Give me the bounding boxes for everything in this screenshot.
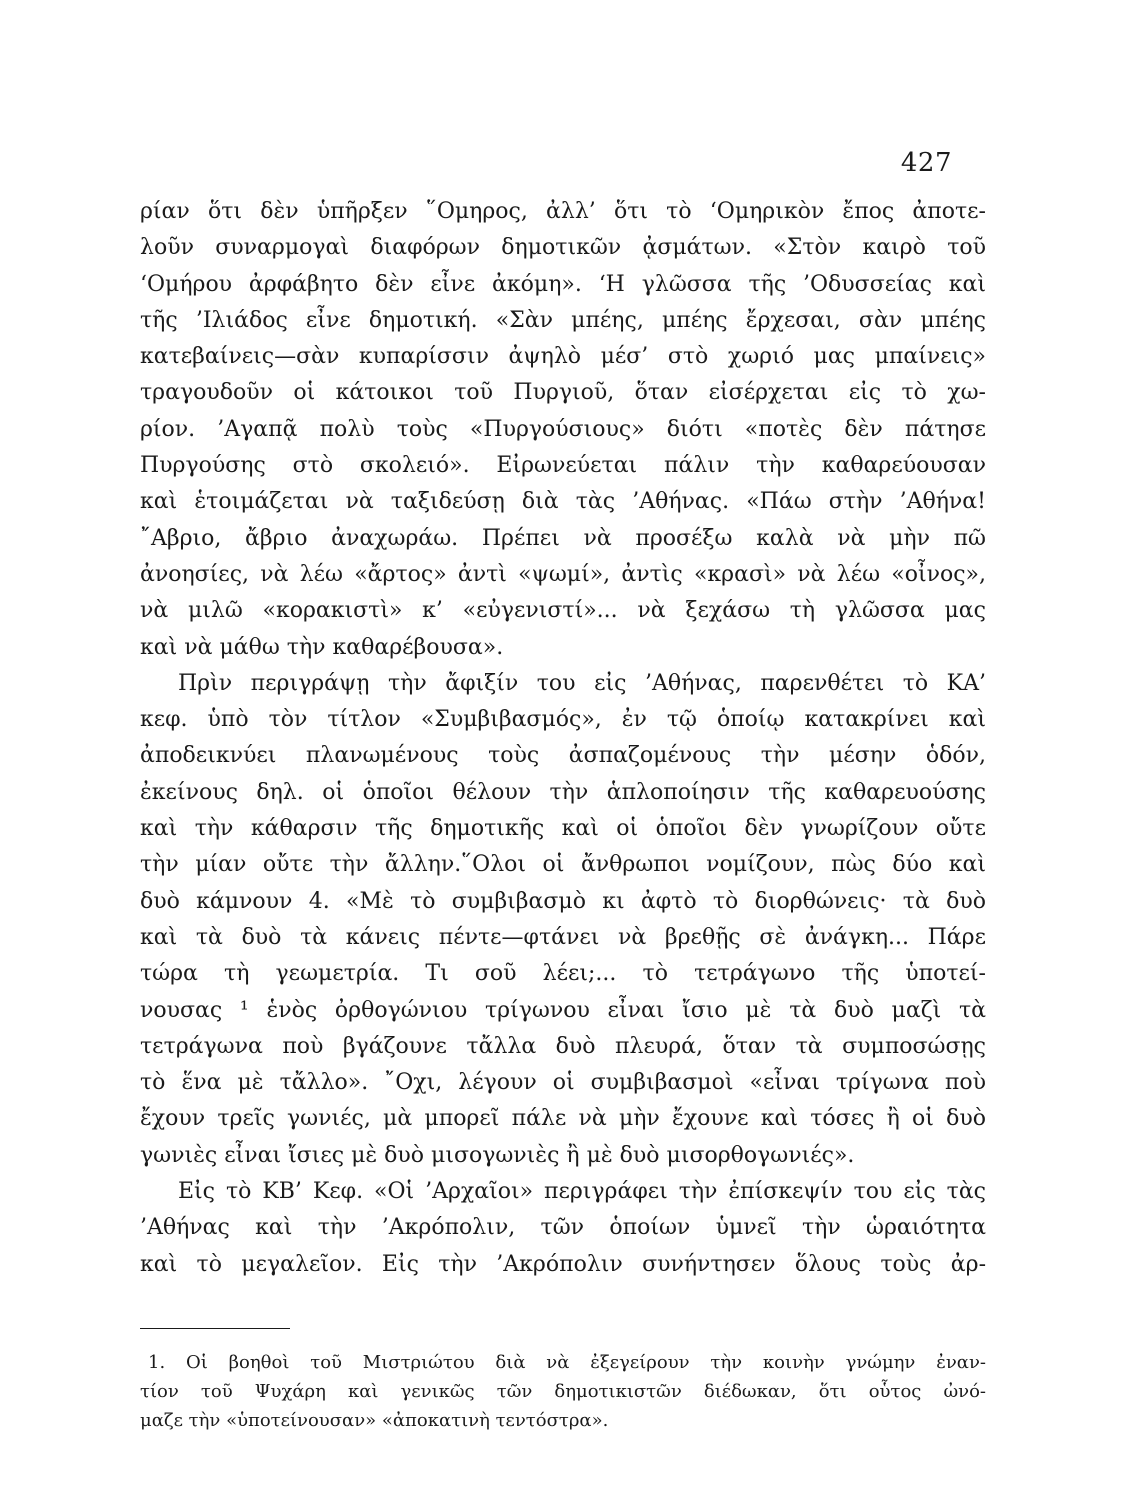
- footnote-line: μαζε τὴν «ὑποτείνουσαν» «ἀποκατινὴ τεντόστρα».: [140, 1410, 609, 1431]
- text-line: τώρα τὴ γεωμετρία. Τι σοῦ λέει;... τὸ τετράγωνο τῆς ὑποτεί-: [140, 961, 986, 987]
- footnotes: [140, 1348, 986, 1435]
- footnote-line: 1. Οἱ βοηθοὶ τοῦ Μιστριώτου διὰ νὰ ἐξεγείρουν τὴν κοινὴν γνώμην ἐναν-: [148, 1352, 986, 1373]
- text-line: ἀποδεικνύει πλανωμένους τοὺς ἀσπαζομένους τὴν μέσην ὁδόν,: [140, 743, 986, 769]
- text-line: καὶ τὸ μεγαλεῖον. Εἰς τὴν ’Ακρόπολιν συνήντησεν ὅλους τοὺς ἀρ-: [140, 1251, 986, 1277]
- text-line: τετράγωνα ποὺ βγάζουνε τἄλλα δυὸ πλευρά, ὅταν τὰ συμποσώσῃς: [140, 1033, 986, 1059]
- text-line: γωνιὲς εἶναι ἴσιες μὲ δυὸ μισογωνιὲς ἢ μὲ δυὸ μισορθογωνιές».: [140, 1142, 855, 1168]
- text-line: Πυργούσης στὸ σκολειό». Εἰρωνεύεται πάλιν τὴν καθαρεύουσαν: [140, 453, 986, 479]
- text-line: καὶ νὰ μάθω τὴν καθαρέβουσα».: [140, 634, 504, 660]
- footnote-divider: [140, 1328, 290, 1329]
- text-line: τῆς ’Ιλιάδος εἶνε δημοτική. «Σὰν μπέης, μπέης ἔρχεσαι, σὰν μπέης: [140, 307, 986, 333]
- text-line: νὰ μιλῶ «κορακιστὶ» κ’ «εὐγενιστί»... νὰ ξεχάσω τὴ γλῶσσα μας: [140, 598, 986, 624]
- text-line: ἔχουν τρεῖς γωνιές, μὰ μπορεῖ πάλε νὰ μὴν ἔχουνε καὶ τόσες ἢ οἱ δυὸ: [140, 1106, 986, 1132]
- text-line: ρίαν ὅτι δὲν ὑπῆρξεν ῞Ομηρος, ἀλλ’ ὅτι τὸ ‘Ομηρικὸν ἔπος ἀποτε-: [140, 199, 986, 224]
- text-line: ἐκείνους δηλ. οἱ ὁποῖοι θέλουν τὴν ἁπλοποίησιν τῆς καθαρευούσης: [140, 779, 986, 805]
- footnote-line: τίον τοῦ Ψυχάρη καὶ γενικῶς τῶν δημοτικιστῶν διέδωκαν, ὅτι οὗτος ὠνό-: [140, 1381, 986, 1402]
- text-line: τὴν μίαν οὔτε τὴν ἄλλην.῞Ολοι οἱ ἄνθρωποι νομίζουν, πὼς δύο καὶ: [140, 852, 986, 878]
- text-line: νουσας ¹ ἑνὸς ὀρθογώνιου τρίγωνου εἶναι ἴσιο μὲ τὰ δυὸ μαζὶ τὰ: [140, 997, 986, 1023]
- text-line: ρίον. ’Αγαπᾷ πολὺ τοὺς «Πυργούσιους» διότι «ποτὲς δὲν πάτησε: [140, 416, 986, 442]
- text-line: ῎Αβριο, ἄβριο ἀναχωράω. Πρέπει νὰ προσέξω καλὰ νὰ μὴν πῶ: [140, 525, 986, 551]
- text-line: Πρὶν περιγράψῃ τὴν ἄφιξίν του εἰς ’Αθήνας, παρενθέτει τὸ ΚΑ’: [178, 670, 986, 696]
- text-line: καὶ ἑτοιμάζεται νὰ ταξιδεύσῃ διὰ τὰς ’Αθήνας. «Πάω στὴν ’Αθήνα!: [140, 489, 986, 515]
- body-text: [140, 194, 986, 1283]
- text-line: κεφ. ὑπὸ τὸν τίτλον «Συμβιβασμός», ἐν τῷ ὁποίῳ κατακρίνει καὶ: [140, 707, 986, 733]
- text-line: δυὸ κάμνουν 4. «Μὲ τὸ συμβιβασμὸ κι ἀφτὸ τὸ διορθώνεις· τὰ δυὸ: [140, 888, 986, 914]
- text-line: ’Αθήνας καὶ τὴν ’Ακρόπολιν, τῶν ὁποίων ὑμνεῖ τὴν ὡραιότητα: [140, 1215, 986, 1241]
- page-number: 427: [900, 148, 952, 178]
- text-line: κατεβαίνεις—σὰν κυπαρίσσιν ἀψηλὸ μέσ’ στὸ χωριό μας μπαίνεις»: [140, 344, 986, 370]
- text-line: τραγουδοῦν οἱ κάτοικοι τοῦ Πυργιοῦ, ὅταν εἰσέρχεται εἰς τὸ χω-: [140, 380, 986, 406]
- text-line: τὸ ἕνα μὲ τἄλλο». ῎Οχι, λέγουν οἱ συμβιβασμοὶ «εἶναι τρίγωνα ποὺ: [140, 1070, 986, 1096]
- text-line: ἀνοησίες, νὰ λέω «ἄρτος» ἀντὶ «ψωμί», ἀντὶς «κρασὶ» νὰ λέω «οἶνος»,: [140, 561, 986, 587]
- text-line: καὶ τὰ δυὸ τὰ κάνεις πέντε—φτάνει νὰ βρεθῇς σὲ ἀνάγκη... Πάρε: [140, 924, 986, 950]
- text-line: καὶ τὴν κάθαρσιν τῆς δημοτικῆς καὶ οἱ ὁποῖοι δὲν γνωρίζουν οὔτε: [140, 816, 986, 842]
- text-line: Εἰς τὸ ΚΒ’ Κεφ. «Οἱ ’Αρχαῖοι» περιγράφει τὴν ἐπίσκεψίν του εἰς τὰς: [178, 1179, 986, 1205]
- text-line: ‘Ομήρου ἀρφάβητο δὲν εἶνε ἀκόμη». ‘Η γλῶσσα τῆς ’Οδυσσείας καὶ: [140, 271, 986, 297]
- text-line: λοῦν συναρμογαὶ διαφόρων δημοτικῶν ᾀσμάτων. «Στὸν καιρὸ τοῦ: [140, 235, 986, 261]
